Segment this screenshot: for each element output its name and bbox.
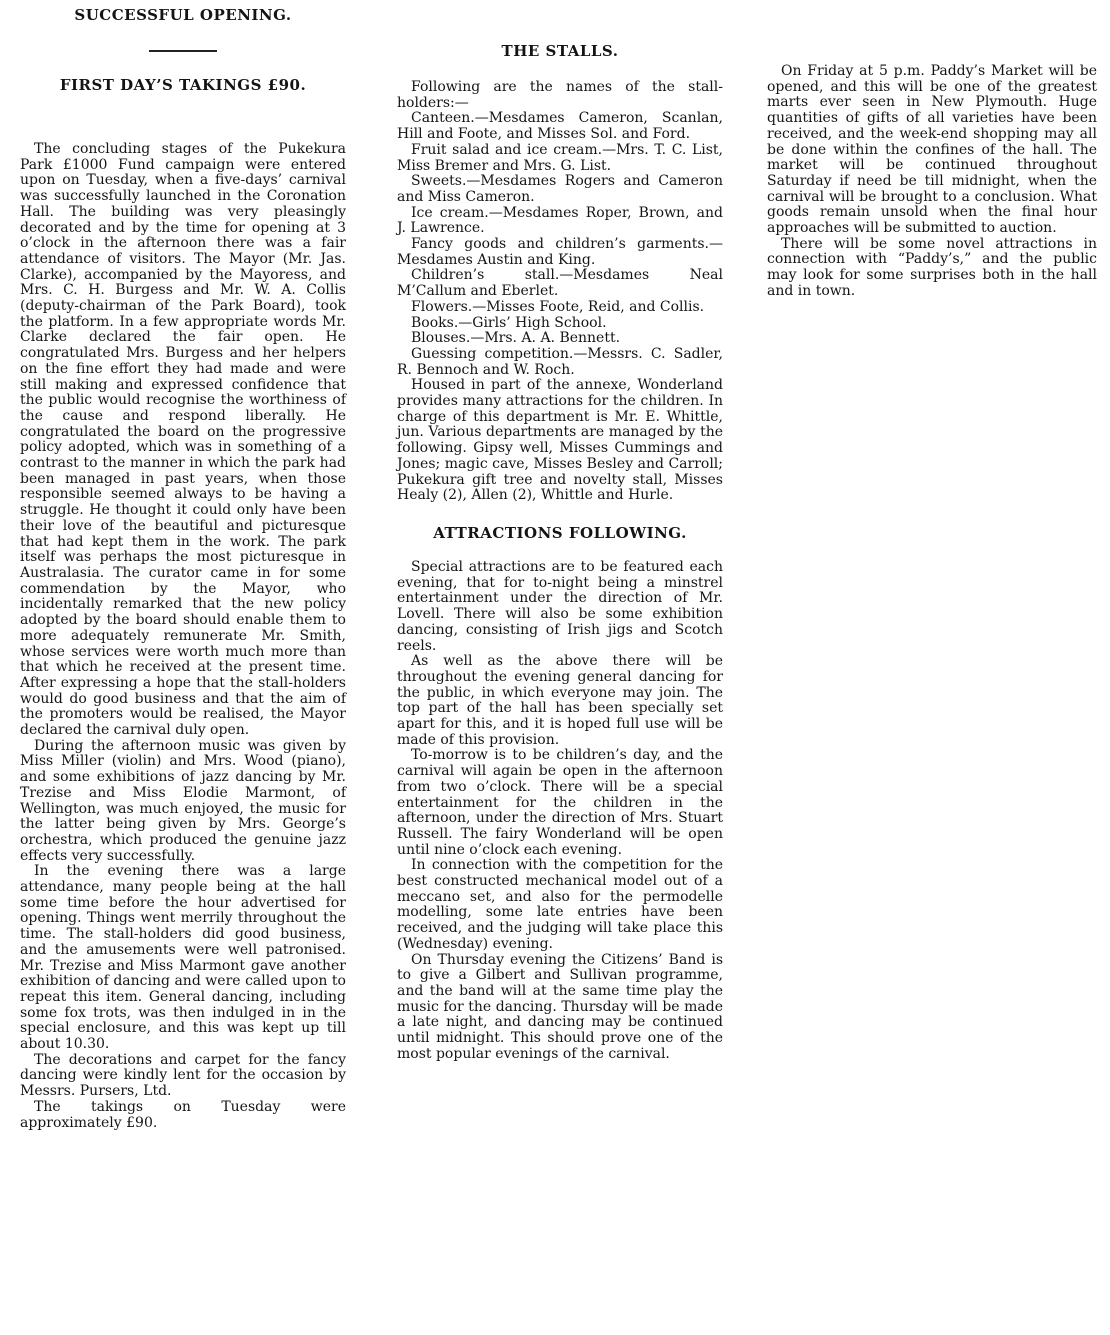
stall-entry: Ice cream.—Mesdames Roper, Brown, and J. Lawrence. <box>397 204 723 237</box>
article-paragraph: Special attractions are to be featured each evening, that for to-night being a minstrel entertainment under the direction of Mr. Lovell. There will also be some exhibition dancing, consisting of Irish jigs and Scotch reels. <box>397 558 723 654</box>
subheadline: FIRST DAY’S TAKINGS £90. <box>59 76 307 94</box>
column-3 <box>767 0 1097 300</box>
stall-entry: Flowers.—Misses Foote, Reid, and Collis. <box>411 298 705 315</box>
column-2 <box>397 0 723 1062</box>
headline: SUCCESSFUL OPENING. <box>74 6 292 24</box>
article-paragraph: There will be some novel attractions in connection with “Paddy’s,” and the public may look for some surprises both in the hall and in town. <box>767 235 1097 299</box>
section-heading-attractions: ATTRACTIONS FOLLOWING. <box>433 523 687 542</box>
stall-entry: Books.—Girls’ High School. <box>411 314 607 331</box>
section-heading-stalls: THE STALLS. <box>501 42 619 60</box>
article-paragraph: The decorations and carpet for the fancy dancing were kindly lent for the occasion by Messrs. Pursers, Ltd. <box>20 1051 346 1100</box>
column-1 <box>20 0 346 1131</box>
article-paragraph: The concluding stages of the Pukekura Park £1000 Fund campaign were entered upon on Tuesday, when a five-days’ carnival was successfully launched in the Coronation Hall. The building was very pleasingly decorated and by the time for opening at 3 o’clock in the afternoon there was a fair attendance of visitors. The Mayor (Mr. Jas. Clarke), accompanied by the Mayoress, and Mrs. C. H. Burgess and Mr. W. A. Collis (deputy-chairman of the Park Board), took the platform. In a few appropriate words Mr. Clarke declared the fair open. He congratulated Mrs. Burgess and her helpers on the fine effort they had made and were still making and expressed confidence that the public would recognise the worthiness of the cause and respond liberally. He congratulated the board on the progressive policy adopted, which was in something of a contrast to the manner in which the park had been managed in past years, when those responsible seemed always to be having a struggle. He thought it could only have been their love of the beautiful and picturesque that had kept them in the work. The park itself was perhaps the most picturesque in Australasia. The curator came in for some commendation by the Mayor, who incidentally remarked that the new policy adopted by the board should enable them to more adequately remunerate Mr. Smith, whose services were worth much more than that which he received at the present time. After expressing a hope that the stall-holders would do good business and that the aim of the promoters would be realised, the Mayor declared the carnival duly open. <box>20 141 346 739</box>
stall-entry: Blouses.—Mrs. A. A. Bennett. <box>411 330 621 347</box>
stall-entry: Canteen.—Mesdames Cameron, Scanlan, Hill and Foote, and Misses Sol. and Ford. <box>397 110 723 143</box>
stall-entry: Guessing competition.—Messrs. C. Sadler, R. Bennoch and W. Roch. <box>397 345 723 378</box>
article-paragraph: In connection with the competition for the best constructed mechanical model out of a meccano set, and also for the permodelle modelling, some late entries have been received, and the judging will take place this (Wednesday) evening. <box>397 857 723 952</box>
stall-entry: Children’s stall.—Mesdames Neal M’Callum and Eberlet. <box>397 267 723 300</box>
article-paragraph: On Thursday evening the Citizens’ Band is to give a Gilbert and Sullivan programme, and the band will at the same time play the music for the dancing. Thursday will be made a late night, and dancing may be continued until midnight. This should prove one of the most popular evenings of the carnival. <box>397 951 723 1062</box>
stall-entry: Sweets.—Mesdames Rogers and Cameron and Miss Cameron. <box>397 173 723 205</box>
stall-entry: Fancy goods and children’s garments.—Mesdames Austin and King. <box>397 236 723 268</box>
article-paragraph: To-morrow is to be children’s day, and the carnival will again be open in the afternoon from two o’clock. There will be a special entertainment for the children in the afternoon, under the direction of Mrs. Stuart Russell. The fairy Wonderland will be open until nine o’clock each evening. <box>397 747 723 858</box>
article-paragraph: On Friday at 5 p.m. Paddy’s Market will be opened, and this will be one of the greatest marts ever seen in New Plymouth. Huge quantities of gifts of all varieties have been received, and the week-end shopping may all be done within the confines of the hall. The market will be continued throughout Saturday if need be till midnight, when the carnival will be brought to a conclusion. What goods remain unsold when the final hour approaches will be submitted to auction. <box>767 63 1097 237</box>
divider-rule <box>149 50 217 52</box>
article-paragraph: The takings on Tuesday were approximately £90. <box>20 1098 346 1131</box>
wonderland-paragraph: Housed in part of the annexe, Wonderland provides many attractions for the children. In charge of this department is Mr. E. Whittle, jun. Various departments are managed by the following. Gipsy well, Misses Cummings and Jones; magic cave, Misses Besley and Carroll; Pukekura gift tree and novelty stall, Misses Healy (2), Allen (2), Whittle and Hurle. <box>397 377 723 504</box>
article-paragraph: As well as the above there will be throughout the evening general dancing for the public, in which everyone may join. The top part of the hall has been specially set apart for this, and it is hoped full use will be made of this provision. <box>397 653 723 748</box>
article-paragraph: During the afternoon music was given by Miss Miller (violin) and Mrs. Wood (piano), and some exhibitions of jazz dancing by Mr. Trezise and Miss Elodie Marmont, of Wellington, was much enjoyed, the music for the latter being given by Mrs. George’s orchestra, which produced the genuine jazz effects very successfully. <box>20 737 346 864</box>
article-paragraph: In the evening there was a large attendance, many people being at the hall some time before the hour advertised for opening. Things went merrily throughout the time. The stall-holders did good business, and the amusements were well patronised. Mr. Trezise and Miss Marmont gave another exhibition of dancing and were called upon to repeat this item. General dancing, including some fox trots, was then indulged in in the special enclosure, and this was kept up till about 10.30. <box>20 863 346 1053</box>
stall-entry: Fruit salad and ice cream.—Mrs. T. C. List, Miss Bremer and Mrs. G. List. <box>397 141 723 174</box>
stalls-intro: Following are the names of the stall-holders:— <box>397 79 723 111</box>
